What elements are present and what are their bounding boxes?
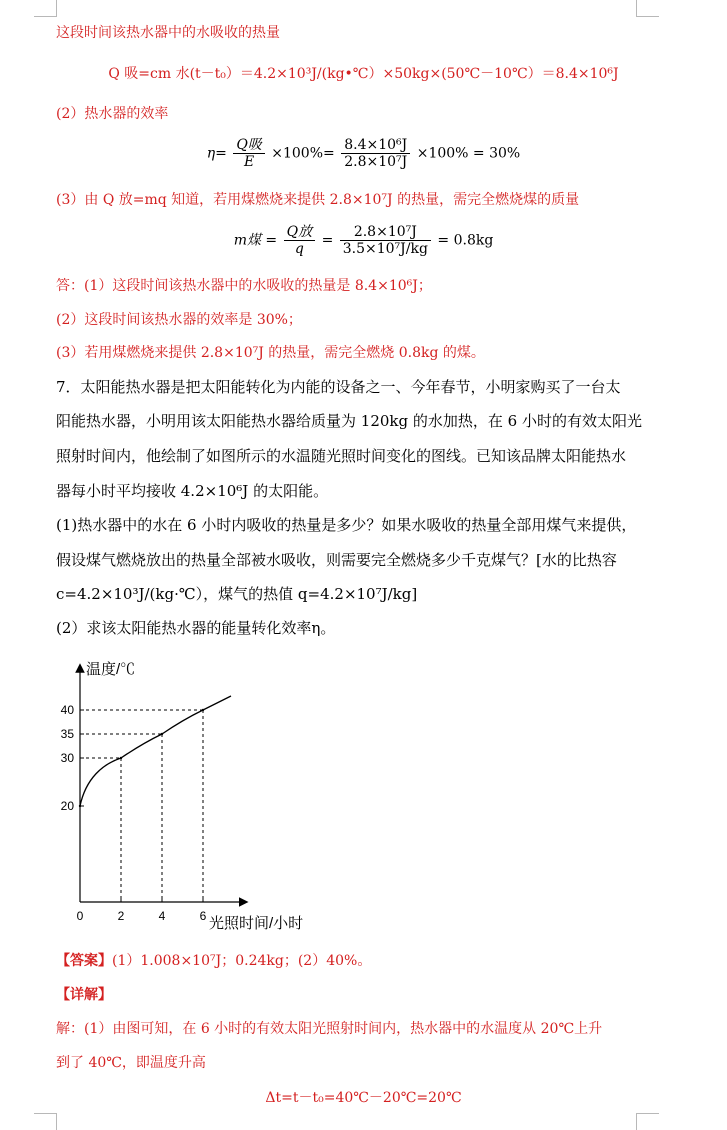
y-tick-label: 20: [60, 799, 74, 813]
solution-line-heat-intro: 这段时间该热水器中的水吸收的热量: [56, 25, 280, 41]
answer-line: [56, 951, 371, 971]
temperature-time-chart: [50, 650, 350, 940]
corner-mark-top-right: [636, 0, 659, 17]
m-result: = 0.8kg: [437, 232, 494, 249]
eta-mid: ×100%=: [271, 145, 335, 162]
eta-result: ×100% = 30%: [416, 145, 521, 162]
answer-line-2: (2）这段时间该热水器的效率是 30%；: [56, 312, 302, 328]
question-7-part-2: (2）求该太阳能热水器的能量转化效率η。: [56, 619, 336, 637]
data-point: [120, 757, 122, 759]
x-tick-label: 2: [117, 909, 125, 923]
m-lhs: m煤 =: [233, 232, 278, 249]
eta-denominator-symbolic: E: [243, 154, 255, 170]
eta-fraction-symbolic: [233, 137, 264, 170]
data-point: [161, 733, 163, 735]
data-point: [202, 709, 204, 711]
detail-tag: 【详解】: [56, 987, 112, 1003]
answer-line-3: (3）若用煤燃烧来提供 2.8×10⁷J 的热量，需完全燃烧 0.8kg 的煤。: [56, 345, 485, 361]
m-denominator-numeric: 3.5×10⁷J/kg: [342, 241, 428, 257]
question-7-line-1: 7．太阳能热水器是把太阳能转化为内能的设备之一、今年春节，小明家购买了一台太: [56, 378, 621, 396]
y-tick-label: 40: [60, 703, 74, 717]
x-axis-label: 光照时间/小时: [209, 915, 304, 932]
temperature-rise-formula: Δt=t－t₀=40℃－20℃=20℃: [265, 1090, 462, 1106]
corner-mark-bottom-left: [34, 1113, 57, 1130]
eta-numerator-numeric: 8.4×10⁶J: [341, 137, 410, 154]
m-mid: =: [321, 232, 334, 249]
efficiency-formula: [0, 137, 727, 177]
x-tick-label: 4: [158, 909, 166, 923]
m-fraction-numeric: [340, 224, 431, 257]
question-7-part-1-line-3: c=4.2×10³J/(kg·℃），煤气的热值 q=4.2×10⁷J/kg]: [56, 585, 418, 603]
corner-mark-top-left: [34, 0, 57, 17]
answer-body: (1）1.008×10⁷J；0.24kg；(2）40%。: [112, 953, 372, 969]
solution-line-1: 解：(1）由图可知，在 6 小时的有效太阳光照射时间内，热水器中的水温度从 20℃上升: [56, 1021, 603, 1037]
eta-lhs: η=: [206, 145, 227, 162]
question-7-line-4: 器每小时平均接收 4.2×10⁶J 的太阳能。: [56, 482, 329, 500]
x-tick-label: 0: [76, 909, 84, 923]
coal-mass-formula: [0, 224, 727, 264]
question-7-line-3: 照射时间内，他绘制了如图所示的水温随光照时间变化的图线。已知该品牌太阳能热水: [56, 447, 627, 465]
eta-denominator-numeric: 2.8×10⁷J: [344, 154, 408, 170]
efficiency-heading: (2）热水器的效率: [56, 106, 169, 122]
answer-tag: 【答案】: [56, 953, 112, 969]
solution-line-2: 到了 40℃，即温度升高: [56, 1055, 206, 1071]
coal-mass-intro: (3）由 Q 放=mq 知道，若用煤燃烧来提供 2.8×10⁷J 的热量，需完全燃烧煤的质量: [56, 192, 580, 208]
data-point: [79, 805, 81, 807]
corner-mark-bottom-right: [636, 1113, 659, 1130]
eta-numerator-symbolic: Q吸: [233, 137, 264, 154]
m-denominator-symbolic: q: [294, 241, 304, 257]
m-fraction-symbolic: [284, 224, 315, 257]
m-numerator-symbolic: Q放: [284, 224, 315, 241]
y-tick-label: 35: [60, 727, 74, 741]
eta-fraction-numeric: [341, 137, 410, 170]
y-tick-label: 30: [60, 751, 74, 765]
temperature-curve: [80, 696, 231, 806]
x-tick-label: 6: [199, 909, 207, 923]
question-7-part-1-line-2: 假设煤气燃烧放出的热量全部被水吸收，则需要完全燃烧多少千克煤气？[水的比热容: [56, 551, 617, 569]
answer-line-1: 答：(1）这段时间该热水器中的水吸收的热量是 8.4×10⁶J；: [56, 278, 432, 294]
question-7-line-2: 阳能热水器，小明用该太阳能热水器给质量为 120kg 的水加热，在 6 小时的有效太阳光: [56, 412, 642, 430]
heat-absorbed-formula: Q 吸=cm 水(t－t₀）＝4.2×10³J/(kg•℃）×50kg×(50℃－10℃）＝8.4×10⁶J: [108, 66, 619, 82]
y-axis-label: 温度/℃: [86, 661, 136, 678]
m-numerator-numeric: 2.8×10⁷J: [340, 224, 431, 241]
question-7-part-1-line-1: (1)热水器中的水在 6 小时内吸收的热量是多少？如果水吸收的热量全部用煤气来提供，: [56, 516, 637, 534]
